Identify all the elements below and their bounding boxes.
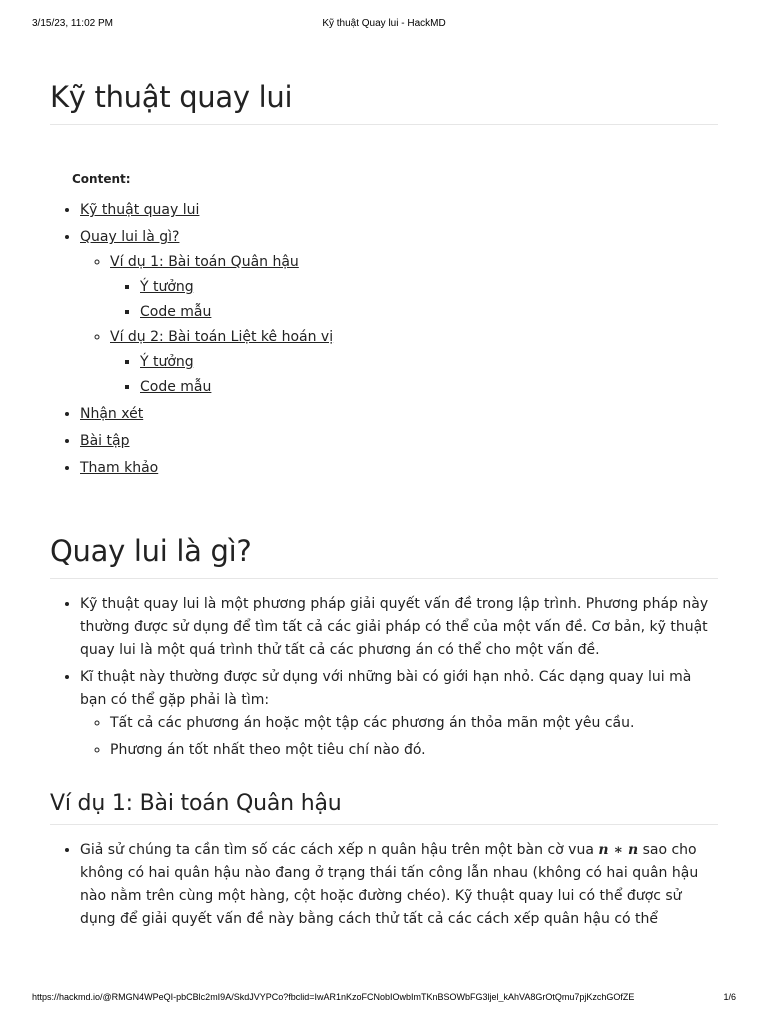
toc-item <box>140 301 718 324</box>
toc-item <box>110 251 718 324</box>
list-item: ◦ Tất cả các phương án hoặc một tập các phương án thỏa mãn một yêu cầu. <box>110 712 718 735</box>
print-url: https://hackmd.io/@RMGN4WPeQI-pbCBlc2mI9A/SkdJVYPCo?fbclid=IwAR1nKzoFCNobIOwbImTKnBSOWbFG3ljel_kAhVA8GrOtQmu7pjKzchGOfZE <box>32 992 635 1002</box>
math-formula: n ∗ n <box>598 842 639 858</box>
toc-link-quay-lui-la-gi[interactable]: Quay lui là gì? <box>80 229 180 245</box>
section-body-quay-lui <box>50 593 718 762</box>
page-title: Kỹ thuật quay lui <box>50 76 718 125</box>
list-item <box>80 666 718 762</box>
print-date: 3/15/23, 11:02 PM <box>32 18 113 29</box>
toc-link-y-tuong-2[interactable]: Ý tưởng <box>140 354 194 370</box>
toc-link-vi-du-1[interactable]: Ví dụ 1: Bài toán Quân hậu <box>110 254 299 270</box>
document-content <box>50 76 718 935</box>
toc-link-ky-thuat-quay-lui[interactable]: Kỹ thuật quay lui <box>80 202 200 218</box>
toc-label: Content: <box>72 172 131 186</box>
toc-item <box>140 351 718 374</box>
section-heading-vi-du-1: Ví dụ 1: Bài toán Quân hậu <box>50 788 718 825</box>
toc-link-code-mau-2[interactable]: Code mẫu <box>140 379 212 395</box>
list-item: ◦ Phương án tốt nhất theo một tiêu chí nào đó. <box>110 739 718 762</box>
list-item <box>80 839 718 931</box>
toc-link-bai-tap[interactable]: Bài tập <box>80 433 130 449</box>
table-of-contents <box>50 199 718 480</box>
section-body-vi-du-1 <box>50 839 718 931</box>
toc-link-tham-khao[interactable]: Tham khảo <box>80 460 159 476</box>
toc-link-nhan-xet[interactable]: Nhận xét <box>80 406 144 422</box>
toc-item <box>110 326 718 399</box>
print-page-title: Kỹ thuật Quay lui - HackMD <box>322 18 446 29</box>
toc-link-y-tuong-1[interactable]: Ý tưởng <box>140 279 194 295</box>
page-number: 1/6 <box>723 992 736 1002</box>
toc-item <box>140 276 718 299</box>
toc-item <box>80 226 718 399</box>
section-heading-quay-lui: Quay lui là gì? <box>50 530 718 579</box>
toc-item <box>80 403 718 426</box>
toc-item <box>140 376 718 399</box>
toc-link-vi-du-2[interactable]: Ví dụ 2: Bài toán Liệt kê hoán vị <box>110 329 334 345</box>
list-item-text: Kĩ thuật này thường được sử dụng với những bài có giới hạn nhỏ. Các dạng quay lui mà bạn có thể gặp phải là tìm: <box>80 669 692 708</box>
toc-item <box>80 457 718 480</box>
list-item-text: sao cho không có hai quân hậu nào đang ở trạng thái tấn công lẫn nhau (không có hai quân hậu nào nằm trên cùng một hàng, cột hoặc đường chéo). Kỹ thuật quay lui có thể được sử dụng để giải quyết vấn đề này bằng cách thử tất cả các cách xếp quân hậu có thể <box>80 842 699 927</box>
print-header <box>0 18 768 32</box>
toc-link-code-mau-1[interactable]: Code mẫu <box>140 304 212 320</box>
print-footer <box>0 992 768 1006</box>
list-item-text: Giả sử chúng ta cần tìm số các cách xếp n quân hậu trên một bàn cờ vua <box>80 842 599 858</box>
toc-item <box>80 199 718 222</box>
toc-item <box>80 430 718 453</box>
list-item: • Kỹ thuật quay lui là một phương pháp giải quyết vấn đề trong lập trình. Phương pháp này thường được sử dụng để tìm tất cả các giải pháp có thể của một vấn đề. Cơ bản, kỹ thuật quay lui là một quá trình thử tất cả các phương án có thể cho một vấn đề. <box>80 593 718 662</box>
